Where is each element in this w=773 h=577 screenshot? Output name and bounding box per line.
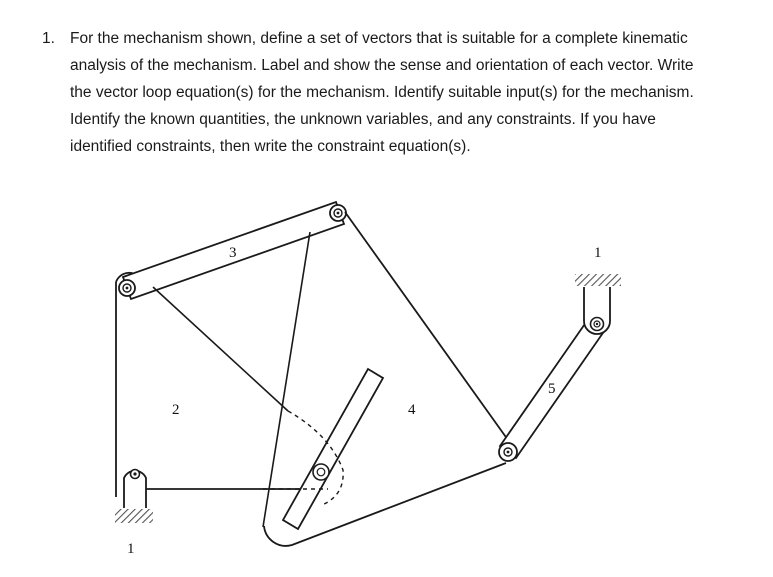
label-link-5: 5 xyxy=(548,381,556,397)
label-link-3: 3 xyxy=(229,245,237,261)
slotted-link xyxy=(283,369,383,529)
link-3-left-pivot-dot xyxy=(126,287,129,290)
left-ground-pivot-dot xyxy=(133,472,136,475)
problem-statement: For the mechanism shown, define a set of vectors that is suitable for a complete kinematic analysis of the mechanism. Label and show the sense and orientation of each vector. Write the vector loop equation(s) for the mechanism. Identify suitable input(s) for the mechanism. Identify the known quantities, the unknown variables, and any constraints. If you have identified constraints, then write the constraint equation(s). xyxy=(70,30,694,155)
right-ground-pivot-dot xyxy=(596,323,598,325)
label-ground-left: 1 xyxy=(127,541,135,557)
right-ground-support xyxy=(575,274,621,334)
label-link-2: 2 xyxy=(172,402,180,418)
link-3-right-pivot-dot xyxy=(337,212,340,215)
problem-number: 1. xyxy=(42,30,55,47)
label-link-4: 4 xyxy=(408,402,416,418)
left-ground-support xyxy=(115,470,153,524)
slot-outline xyxy=(283,369,383,529)
link-4-inner-line-a xyxy=(153,287,288,411)
slider-pin-inner xyxy=(317,468,325,476)
right-ground-hatch xyxy=(575,274,621,286)
label-ground-right: 1 xyxy=(594,245,602,261)
left-ground-hatch xyxy=(115,509,153,523)
link-4-upper-edge xyxy=(345,212,508,440)
link-5-lower-pivot-dot xyxy=(507,451,510,454)
